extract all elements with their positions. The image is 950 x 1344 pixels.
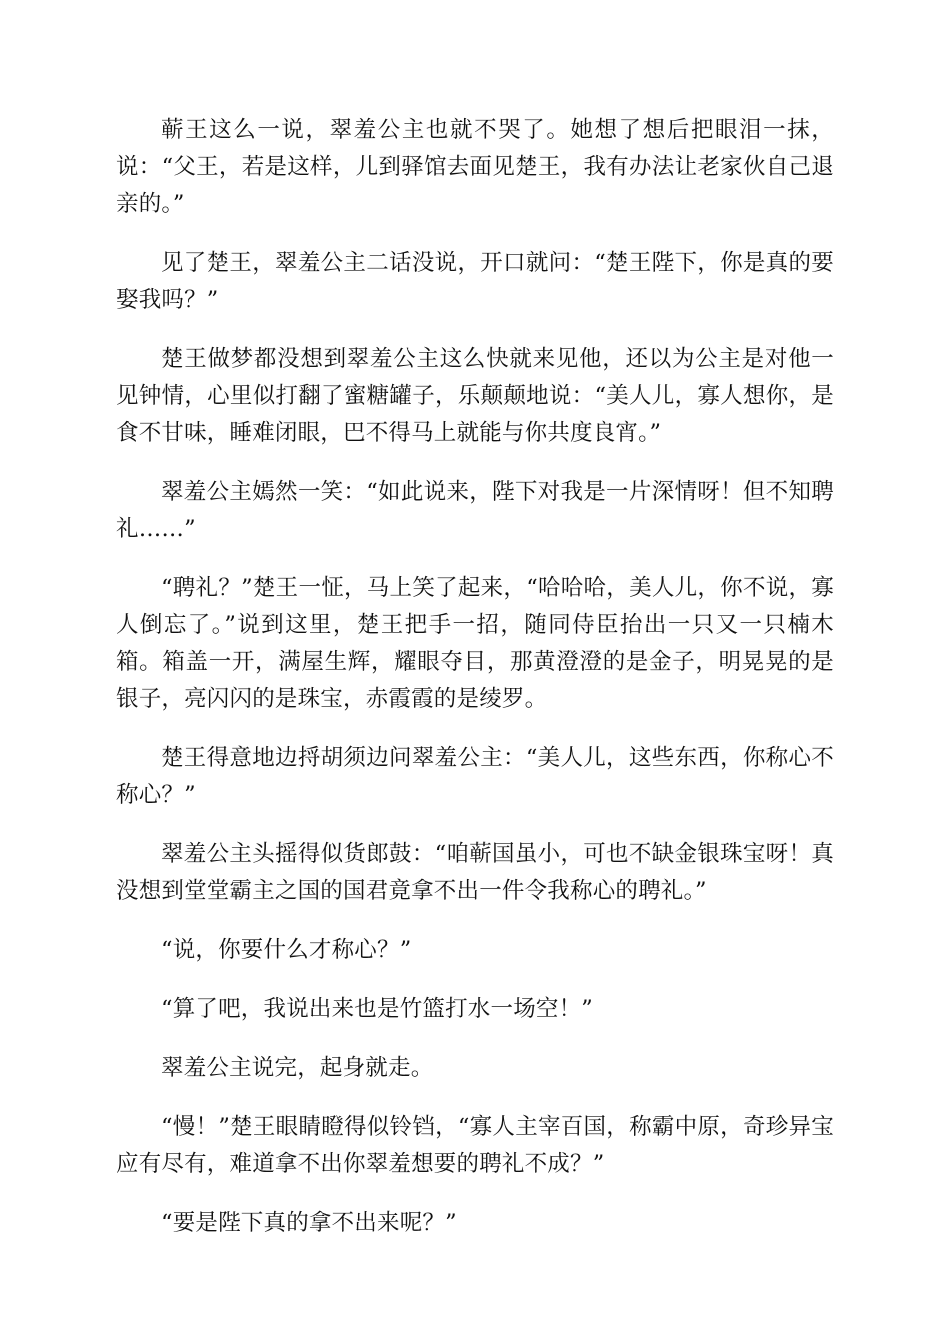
paragraph-2: 见了楚王，翠羞公主二话没说，开口就问：“楚王陛下，你是真的要娶我吗？” bbox=[116, 250, 834, 313]
paragraph-10: 翠羞公主说完，起身就走。 bbox=[161, 1055, 434, 1081]
paragraph-4: 翠羞公主嫣然一笑：“如此说来，陛下对我是一片深情呀！但不知聘礼……” bbox=[116, 479, 834, 542]
paragraph-7: 翠羞公主头摇得似货郎鼓：“咱蕲国虽小，可也不缺金银珠宝呀！真没想到堂堂霸主之国的国君竟拿不出一件令我称心的聘礼。” bbox=[116, 841, 834, 904]
paragraph-3: 楚王做梦都没想到翠羞公主这么快就来见他，还以为公主是对他一见钟情，心里似打翻了蜜糖罐子，乐颠颠地说：“美人儿，寡人想你，是食不甘味，睡难闭眼，巴不得马上就能与你共度良宵。” bbox=[116, 346, 834, 446]
paragraph-1: 蕲王这么一说，翠羞公主也就不哭了。她想了想后把眼泪一抹，说：“父王，若是这样，儿到驿馆去面见楚王，我有办法让老家伙自己退亲的。” bbox=[116, 117, 834, 217]
paragraph-5: “聘礼？”楚王一怔，马上笑了起来，“哈哈哈，美人儿，你不说，寡人倒忘了。”说到这里，楚王把手一招，随同侍臣抬出一只又一只楠木箱。箱盖一开，满屋生辉，耀眼夺目，那黄澄澄的是金子，明晃晃的是银子，亮闪闪的是珠宝，赤霞霞的是绫罗。 bbox=[116, 575, 834, 712]
paragraph-8: “说，你要什么才称心？” bbox=[161, 937, 412, 963]
paragraph-9: “算了吧，我说出来也是竹篮打水一场空！” bbox=[161, 996, 594, 1022]
document-body bbox=[116, 112, 834, 1264]
paragraph-6: 楚王得意地边捋胡须边问翠羞公主：“美人儿，这些东西，你称心不称心？” bbox=[116, 745, 834, 808]
paragraph-12: “要是陛下真的拿不出来呢？” bbox=[161, 1210, 457, 1236]
paragraph-11: “慢！”楚王眼睛瞪得似铃铛，“寡人主宰百国，称霸中原，奇珍异宝应有尽有，难道拿不出你翠羞想要的聘礼不成？” bbox=[116, 1114, 834, 1177]
